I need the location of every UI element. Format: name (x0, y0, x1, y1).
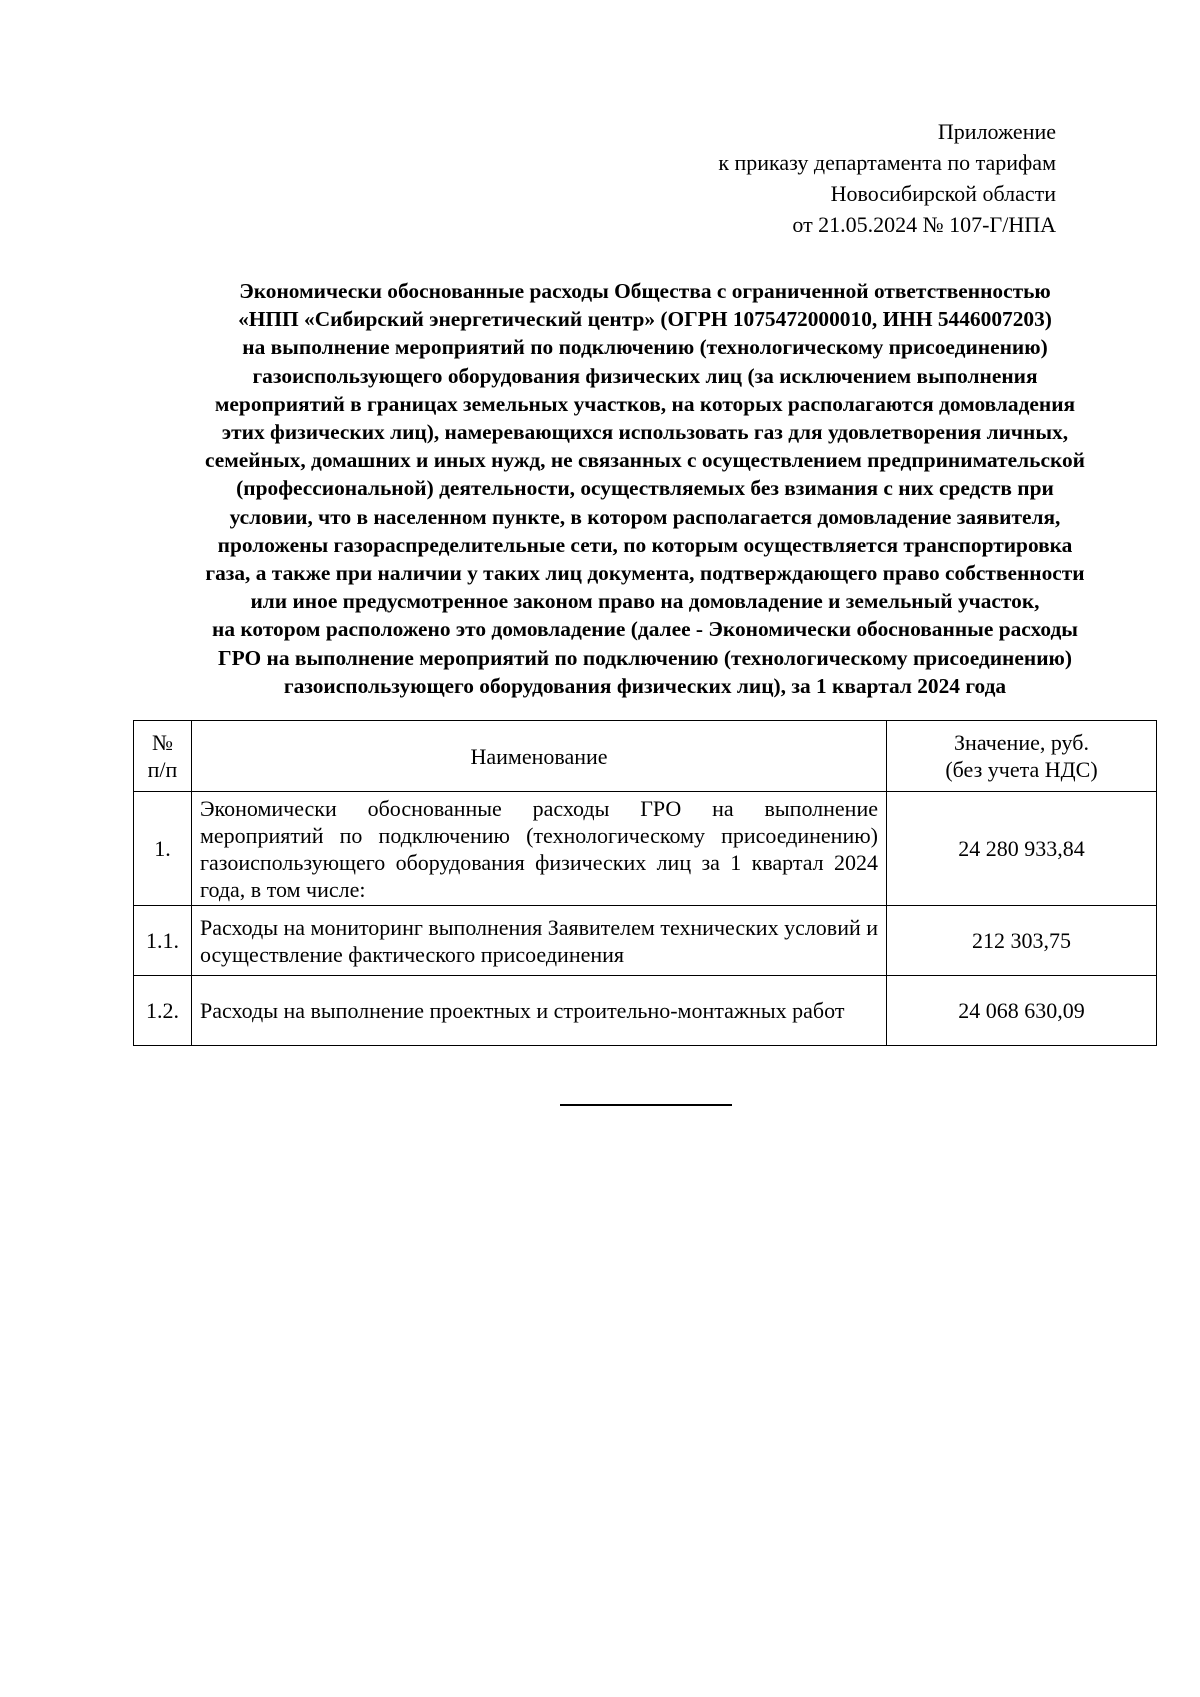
header-number-abbr: п/п (147, 757, 178, 782)
header-value-note: (без учета НДС) (945, 757, 1098, 782)
costs-table (133, 720, 1157, 1046)
row-number: 1.2. (134, 976, 192, 1046)
annex-order-date-number: от 21.05.2024 № 107-Г/НПА (792, 212, 1056, 237)
row-name: Экономически обоснованные расходы ГРО на выполнение мероприятий по подключению (технологическому присоединению) газоиспользующего оборудования физических лиц за 1 квартал 2024 года, в том числе: (192, 792, 887, 906)
row-number: 1. (134, 792, 192, 906)
title-line: на выполнение мероприятий по подключению (технологическому присоединению) (242, 335, 1048, 360)
row-value: 24 280 933,84 (887, 792, 1157, 906)
annex-region: Новосибирской области (830, 181, 1056, 206)
title-line: семейных, домашних и иных нужд, не связанных с осуществлением предпринимательской (204, 448, 1086, 473)
header-value (887, 721, 1157, 792)
row-number: 1.1. (134, 906, 192, 976)
title-line: условии, что в населенном пункте, в котором располагается домовладение заявителя, (229, 504, 1061, 529)
row-value: 24 068 630,09 (887, 976, 1157, 1046)
title-line: мероприятий в границах земельных участков, на которых располагаются домовладения (214, 391, 1076, 416)
title-line: газа, а также при наличии у таких лиц документа, подтверждающего право собственности (205, 561, 1085, 586)
title-line: «НПП «Сибирский энергетический центр» (ОГРН 1075472000010, ИНН 5446007203) (238, 307, 1052, 332)
title-line: проложены газораспределительные сети, по которым осуществляется транспортировка (217, 532, 1073, 557)
table-row (134, 906, 1157, 976)
row-name: Расходы на мониторинг выполнения Заявителем технических условий и осуществление фактического присоединения (192, 906, 887, 976)
annex-title: Приложение (937, 119, 1056, 144)
title-line: газоиспользующего оборудования физических лиц (за исключением выполнения (252, 363, 1038, 388)
header-number-symbol: № (152, 730, 173, 755)
title-line: (профессиональной) деятельности, осуществляемых без взимания с них средств при (236, 476, 1054, 501)
row-name: Расходы на выполнение проектных и строительно-монтажных работ (192, 976, 887, 1046)
document-title (130, 277, 1160, 700)
table-row (134, 792, 1157, 906)
header-number (134, 721, 192, 792)
title-line: или иное предусмотренное законом право на домовладение и земельный участок, (250, 589, 1040, 614)
table-row (134, 976, 1157, 1046)
title-line: на котором расположено это домовладение (далее - Экономически обоснованные расходы (212, 617, 1078, 642)
title-line: Экономически обоснованные расходы Общества с ограниченной ответственностью (239, 279, 1051, 303)
table-header-row (134, 721, 1157, 792)
title-line: ГРО на выполнение мероприятий по подключению (технологическому присоединению) (218, 645, 1072, 670)
header-name: Наименование (192, 721, 887, 792)
closing-divider (560, 1104, 732, 1106)
annex-order-reference: к приказу департамента по тарифам (718, 150, 1056, 175)
title-line: газоиспользующего оборудования физических лиц), за 1 квартал 2024 года (283, 673, 1007, 698)
header-value-unit: Значение, руб. (954, 730, 1089, 755)
title-line: этих физических лиц), намеревающихся использовать газ для удовлетворения личных, (221, 420, 1069, 445)
row-value: 212 303,75 (887, 906, 1157, 976)
annex-block (718, 116, 1056, 240)
